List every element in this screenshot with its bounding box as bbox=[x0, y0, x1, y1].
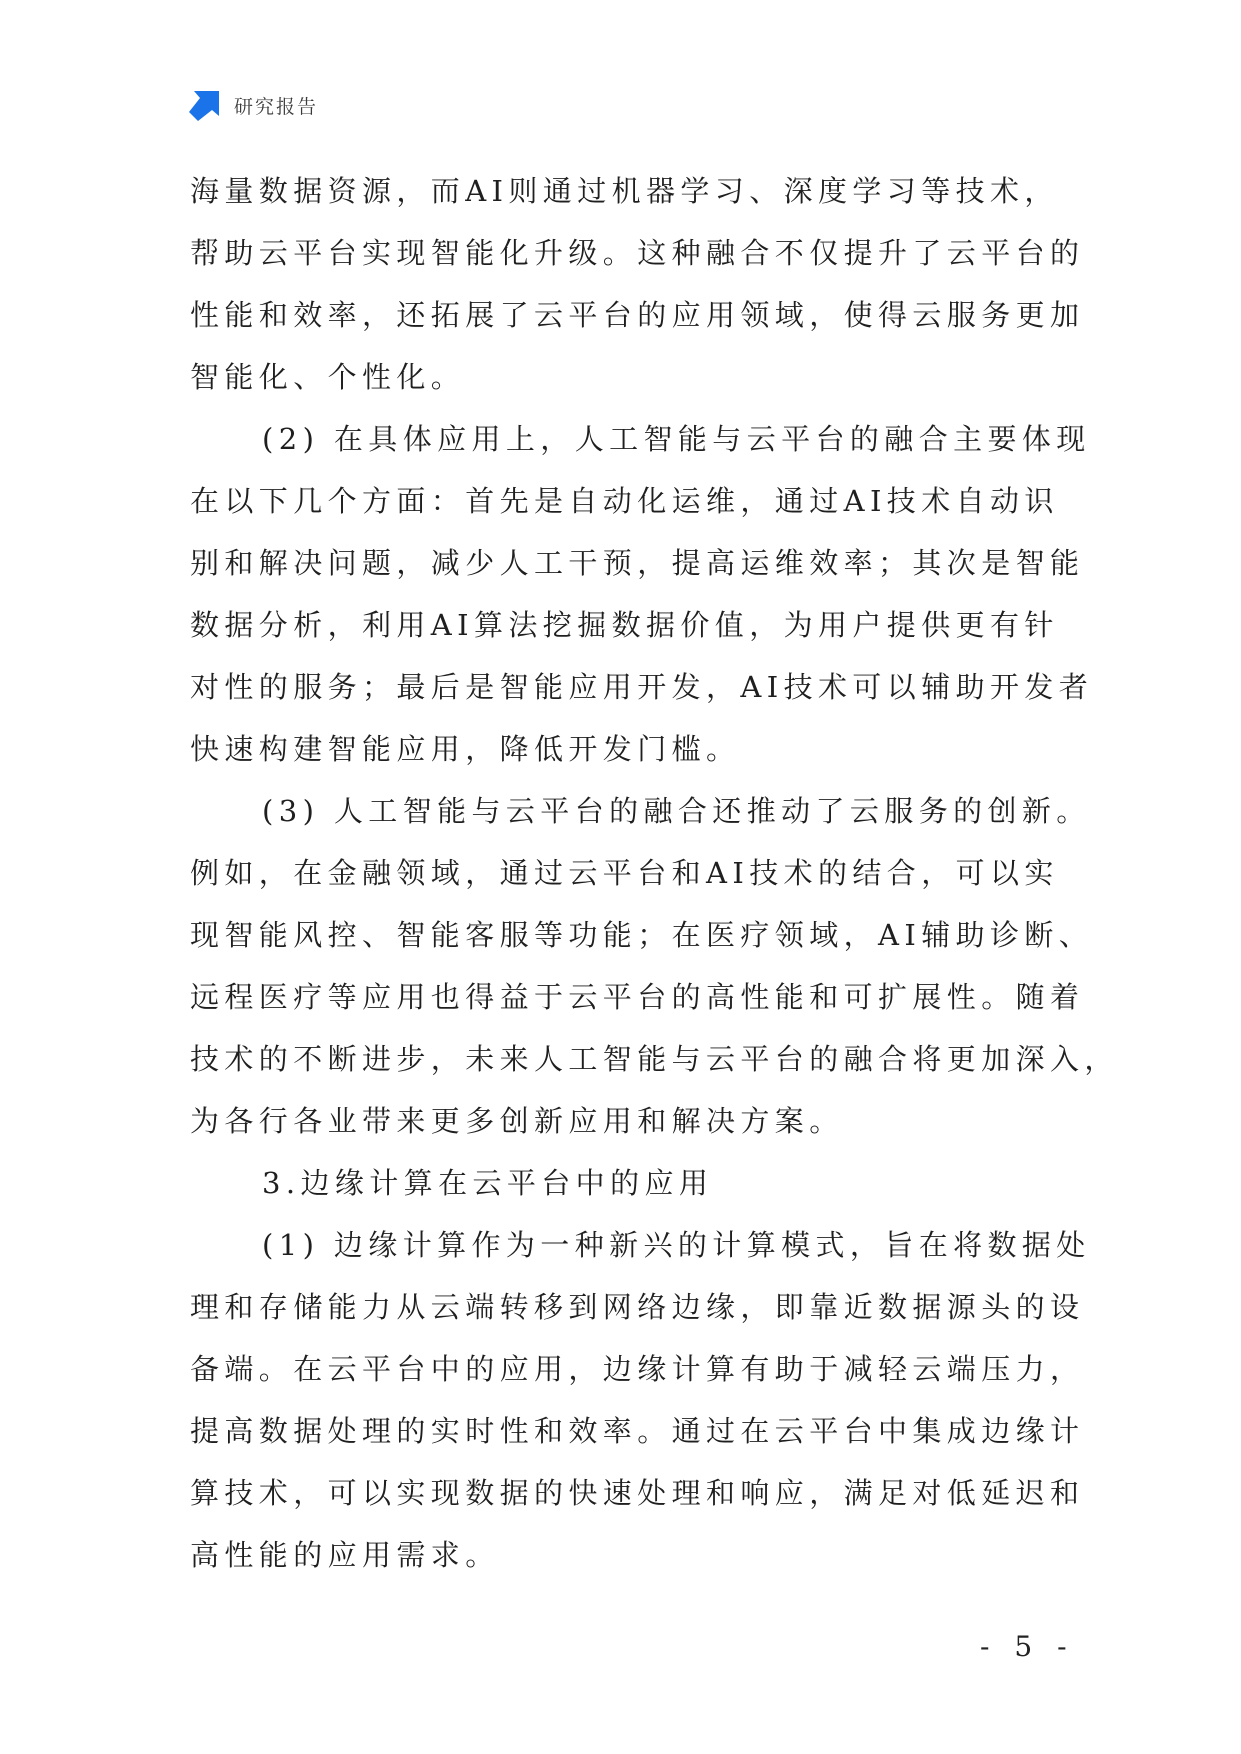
text-line: 对性的服务；最后是智能应用开发，AI技术可以辅助开发者 bbox=[190, 670, 1094, 704]
arrow-up-right-icon bbox=[188, 88, 222, 122]
text-line: 例如，在金融领域，通过云平台和AI技术的结合，可以实 bbox=[190, 856, 1059, 890]
body-text bbox=[190, 160, 1119, 1586]
page-header bbox=[188, 88, 318, 122]
text-line: 算技术，可以实现数据的快速处理和响应，满足对低延迟和 bbox=[190, 1476, 1085, 1510]
text-line: 帮助云平台实现智能化升级。这种融合不仅提升了云平台的 bbox=[190, 236, 1085, 270]
page-number: - 5 - bbox=[980, 1630, 1075, 1663]
text-line: 备端。在云平台中的应用，边缘计算有助于减轻云端压力， bbox=[190, 1352, 1085, 1386]
paragraph-start-line: (1) 边缘计算作为一种新兴的计算模式，旨在将数据处 bbox=[262, 1228, 1091, 1262]
paragraph-start-line: (2) 在具体应用上，人工智能与云平台的融合主要体现 bbox=[262, 422, 1091, 456]
section-heading: 3.边缘计算在云平台中的应用 bbox=[262, 1166, 714, 1200]
text-line: 别和解决问题，减少人工干预，提高运维效率；其次是智能 bbox=[190, 546, 1085, 580]
text-line: 现智能风控、智能客服等功能；在医疗领域，AI辅助诊断、 bbox=[190, 918, 1094, 952]
text-line: 技术的不断进步，未来人工智能与云平台的融合将更加深入， bbox=[190, 1042, 1119, 1076]
text-line: 海量数据资源，而AI则通过机器学习、深度学习等技术， bbox=[190, 174, 1059, 208]
text-line: 提高数据处理的实时性和效率。通过在云平台中集成边缘计 bbox=[190, 1414, 1085, 1448]
text-line: 高性能的应用需求。 bbox=[190, 1538, 500, 1572]
text-line: 数据分析，利用AI算法挖掘数据价值，为用户提供更有针 bbox=[190, 608, 1059, 642]
header-title: 研究报告 bbox=[234, 95, 319, 118]
text-line: 为各行各业带来更多创新应用和解决方案。 bbox=[190, 1104, 844, 1138]
text-line: 在以下几个方面：首先是自动化运维，通过AI技术自动识 bbox=[190, 484, 1059, 518]
text-line: 智能化、个性化。 bbox=[190, 360, 466, 394]
text-line: 快速构建智能应用，降低开发门槛。 bbox=[190, 732, 741, 766]
paragraph-start-line: (3) 人工智能与云平台的融合还推动了云服务的创新。 bbox=[262, 794, 1091, 828]
text-line: 性能和效率，还拓展了云平台的应用领域，使得云服务更加 bbox=[190, 298, 1085, 332]
text-line: 理和存储能力从云端转移到网络边缘，即靠近数据源头的设 bbox=[190, 1290, 1085, 1324]
text-line: 远程医疗等应用也得益于云平台的高性能和可扩展性。随着 bbox=[190, 980, 1085, 1014]
